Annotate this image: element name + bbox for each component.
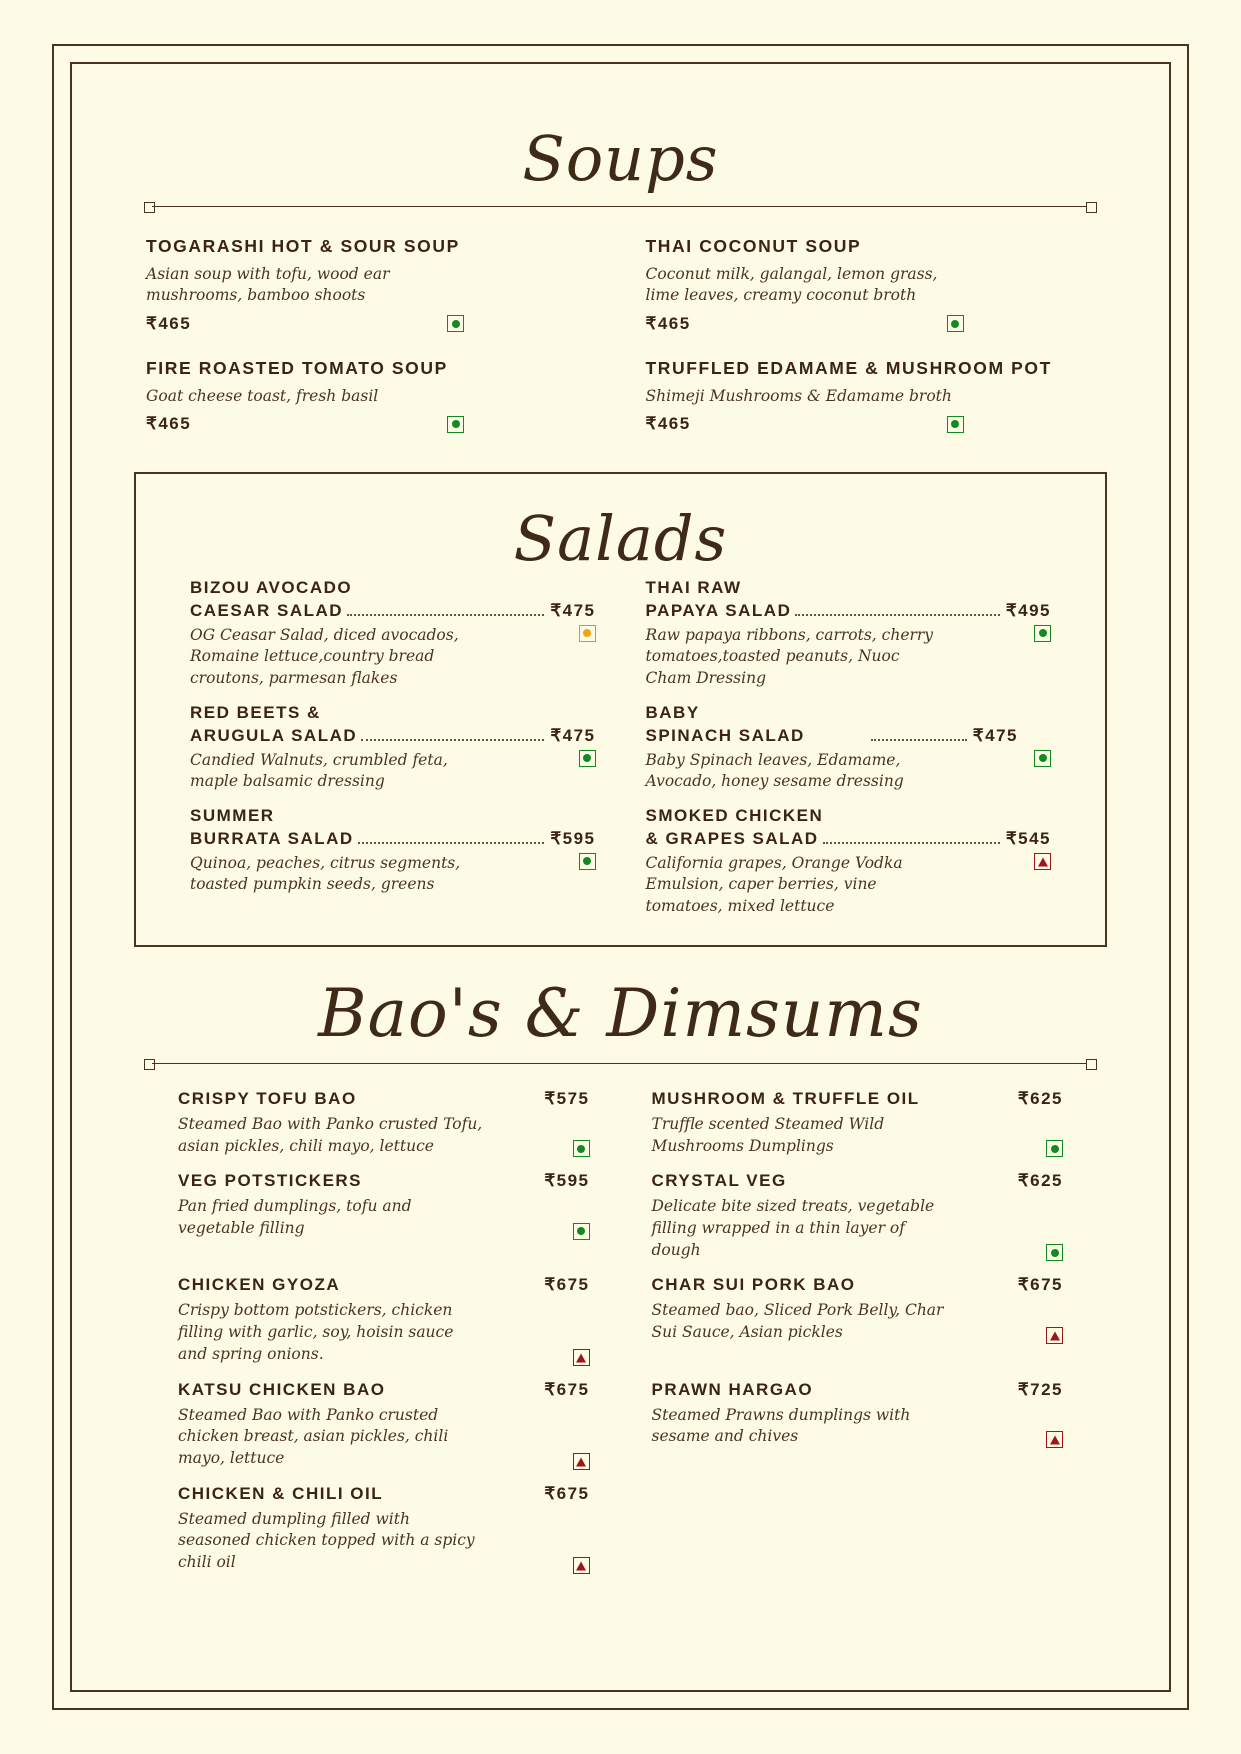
item-name-line2: SPINACH SALAD — [645, 725, 805, 745]
item-price: ₹475 — [550, 600, 596, 620]
item-description: Truffle scented Steamed Wild Mushrooms Dumplings — [651, 1115, 885, 1155]
item-name: KATSU CHICKEN BAO — [178, 1379, 386, 1399]
soups-grid — [146, 236, 1095, 458]
item-description: California grapes, Orange Vodka Emulsion, caper berries, vine tomatoes, mixed lettuce — [645, 853, 903, 915]
menu-item-bao[interactable] — [178, 1484, 590, 1574]
nonveg-marker-icon — [573, 1453, 590, 1470]
item-price-row — [146, 414, 464, 434]
item-name-row — [190, 829, 596, 849]
item-description: Steamed Prawns dumplings with sesame and chives — [651, 1405, 911, 1446]
dotted-leader — [823, 842, 1000, 844]
menu-item-salad[interactable] — [646, 804, 1052, 917]
nonveg-marker-icon — [573, 1349, 590, 1366]
dotted-leader — [358, 842, 545, 844]
dotted-leader — [871, 739, 967, 741]
item-price: ₹595 — [544, 1171, 590, 1191]
item-name-line1: BIZOU AVOCADO — [190, 578, 353, 598]
item-description: Goat cheese toast, fresh basil — [146, 386, 379, 405]
item-name: MUSHROOM & TRUFFLE OIL — [651, 1089, 920, 1109]
item-description: Shimeji Mushrooms & Edamame broth — [645, 386, 952, 405]
section-title-soups: Soups — [522, 122, 719, 195]
item-name: CHAR SUI PORK BAO — [651, 1275, 856, 1295]
item-body — [646, 625, 1052, 689]
section-rule-soups — [144, 200, 1097, 214]
item-body — [646, 750, 1052, 793]
item-description: Steamed bao, Sliced Pork Belly, Char Sui Sauce, Asian pickles — [651, 1301, 944, 1342]
item-price: ₹465 — [645, 313, 691, 333]
rule-line — [152, 1063, 1089, 1064]
item-name: TOGARASHI HOT & SOUR SOUP — [146, 236, 460, 256]
item-price: ₹675 — [544, 1483, 590, 1503]
veg-marker-icon — [1034, 625, 1051, 642]
corner-ornament-bottom-left — [0, 72, 18, 108]
item-price: ₹725 — [1017, 1379, 1063, 1399]
menu-item-soup[interactable] — [646, 358, 1096, 450]
section-rule-baos — [144, 1057, 1097, 1071]
veg-marker-icon — [1034, 750, 1051, 767]
item-name: VEG POTSTICKERS — [178, 1171, 363, 1191]
veg-marker-icon — [1046, 1244, 1063, 1261]
item-price-row — [646, 414, 964, 434]
dotted-leader — [361, 739, 544, 741]
item-name-row — [646, 726, 1052, 746]
salads-section-box — [134, 472, 1107, 947]
veg-marker-icon — [1046, 1140, 1063, 1157]
menu-item-salad[interactable] — [190, 804, 596, 917]
section-title-salads: Salads — [513, 502, 728, 576]
dotted-leader — [795, 614, 999, 616]
item-name-row — [178, 1380, 590, 1400]
dotted-leader — [347, 614, 544, 616]
item-price: ₹575 — [544, 1089, 590, 1109]
baos-grid — [178, 1089, 1063, 1588]
menu-item-salad[interactable] — [646, 576, 1052, 689]
veg-marker-icon — [947, 416, 964, 433]
item-name-line1: BABY — [645, 702, 700, 722]
item-description: Delicate bite sized treats, vegetable filling wrapped in a thin layer of dough — [651, 1197, 935, 1259]
nonveg-marker-icon — [1034, 853, 1051, 870]
item-name-row — [652, 1089, 1064, 1109]
veg-marker-icon — [573, 1140, 590, 1157]
item-description: Crispy bottom potstickers, chicken filling with garlic, soy, hoisin sauce and spring onions. — [178, 1301, 454, 1363]
item-description: Raw papaya ribbons, carrots, cherry tomatoes,toasted peanuts, Nuoc Cham Dressing — [645, 625, 934, 687]
item-body — [652, 1196, 1064, 1261]
item-body — [190, 853, 596, 896]
item-body — [652, 1405, 1064, 1448]
item-description: Coconut milk, galangal, lemon grass, lime leaves, creamy coconut broth — [645, 265, 938, 305]
item-body — [178, 1405, 590, 1470]
corner-ornament-top-left — [0, 0, 18, 36]
menu-item-bao[interactable] — [178, 1275, 590, 1365]
item-description: OG Ceasar Salad, diced avocados, Romaine lettuce,country bread croutons, parmesan flakes — [190, 625, 459, 687]
baos-grid-wrap — [104, 1089, 1137, 1588]
item-description: Quinoa, peaches, citrus segments, toasted pumpkin seeds, greens — [190, 853, 461, 894]
item-name-line2: PAPAYA SALAD — [645, 600, 792, 620]
item-name: CRISPY TOFU BAO — [178, 1089, 357, 1109]
item-body — [178, 1300, 590, 1365]
item-name-row — [178, 1484, 590, 1504]
item-body — [178, 1509, 590, 1574]
item-price: ₹625 — [1017, 1171, 1063, 1191]
menu-content — [104, 90, 1137, 1670]
item-name-row — [646, 829, 1052, 849]
veg-marker-icon — [579, 750, 596, 767]
corner-ornament-top-right — [0, 36, 18, 72]
item-price: ₹475 — [972, 725, 1018, 745]
item-price: ₹595 — [550, 828, 596, 848]
egg-marker-icon — [579, 625, 596, 642]
item-name-row — [190, 601, 596, 621]
item-description: Steamed Bao with Panko crusted Tofu, asian pickles, chili mayo, lettuce — [178, 1115, 483, 1155]
item-name-line2: BURRATA SALAD — [190, 828, 354, 848]
item-description: Baby Spinach leaves, Edamame, Avocado, honey sesame dressing — [645, 750, 904, 790]
veg-marker-icon — [947, 315, 964, 332]
item-body — [178, 1196, 590, 1239]
item-name-line1: SMOKED CHICKEN — [645, 806, 824, 826]
item-price: ₹545 — [1005, 828, 1051, 848]
item-body — [178, 1114, 590, 1157]
nonveg-marker-icon — [573, 1557, 590, 1574]
item-name: TRUFFLED EDAMAME & MUSHROOM POT — [645, 357, 1052, 378]
item-name-row — [652, 1275, 1064, 1295]
item-name-line2: CAESAR SALAD — [190, 600, 344, 620]
item-price: ₹465 — [645, 414, 691, 434]
menu-item-bao[interactable] — [652, 1380, 1064, 1470]
salads-grid-wrap — [136, 576, 1105, 929]
menu-item-bao[interactable] — [178, 1089, 590, 1157]
item-description: Steamed Bao with Panko crusted chicken breast, asian pickles, chili mayo, lettuce — [178, 1405, 449, 1467]
nonveg-marker-icon — [1046, 1431, 1063, 1448]
item-price: ₹465 — [146, 414, 192, 434]
rule-cap-right-icon — [1086, 202, 1097, 213]
menu-item-salad[interactable] — [646, 701, 1052, 792]
menu-item-soup[interactable] — [146, 358, 596, 450]
menu-item-bao[interactable] — [652, 1171, 1064, 1261]
menu-item-bao[interactable] — [178, 1171, 590, 1261]
item-price-row — [146, 314, 464, 334]
item-price: ₹675 — [544, 1275, 590, 1295]
veg-marker-icon — [579, 853, 596, 870]
item-body — [190, 625, 596, 689]
item-name-line1: THAI RAW — [645, 578, 742, 598]
rule-line — [152, 206, 1089, 207]
item-body — [190, 750, 596, 793]
item-description: Steamed dumpling filled with seasoned chicken topped with a spicy chili oil — [178, 1509, 475, 1571]
item-name: THAI COCONUT SOUP — [645, 236, 862, 256]
item-body — [646, 853, 1052, 917]
item-price: ₹675 — [544, 1379, 590, 1399]
item-name: CRYSTAL VEG — [651, 1171, 787, 1191]
veg-marker-icon — [447, 315, 464, 332]
item-description: Asian soup with tofu, wood ear mushrooms, bamboo shoots — [146, 265, 390, 305]
item-price: ₹465 — [146, 313, 192, 333]
item-name-row — [646, 601, 1052, 621]
item-description: Pan fried dumplings, tofu and vegetable filling — [178, 1197, 412, 1238]
menu-item-salad[interactable] — [190, 576, 596, 689]
item-price-row — [646, 314, 964, 334]
menu-item-soup[interactable] — [646, 236, 1096, 350]
menu-item-bao[interactable] — [652, 1275, 1064, 1365]
menu-item-bao[interactable] — [178, 1380, 590, 1470]
item-name-line2: & GRAPES SALAD — [645, 828, 819, 848]
menu-item-soup[interactable] — [146, 236, 596, 350]
rule-cap-left-icon — [144, 1059, 155, 1070]
item-name: CHICKEN GYOZA — [178, 1275, 341, 1295]
salads-grid — [190, 576, 1051, 929]
item-name: FIRE ROASTED TOMATO SOUP — [146, 357, 448, 378]
veg-marker-icon — [573, 1223, 590, 1240]
item-name-row — [652, 1171, 1064, 1191]
item-name-row — [178, 1089, 590, 1109]
item-description: Candied Walnuts, crumbled feta, maple balsamic dressing — [190, 750, 448, 790]
item-name-line1: RED BEETS & — [190, 702, 321, 722]
item-price: ₹495 — [1005, 600, 1051, 620]
item-price: ₹625 — [1017, 1089, 1063, 1109]
item-body — [652, 1114, 1064, 1157]
item-name-row — [190, 726, 596, 746]
item-name-line1: SUMMER — [190, 806, 275, 826]
corner-ornament-bottom-right — [0, 108, 18, 144]
rule-cap-left-icon — [144, 202, 155, 213]
rule-cap-right-icon — [1086, 1059, 1097, 1070]
veg-marker-icon — [447, 416, 464, 433]
item-name-row — [178, 1275, 590, 1295]
menu-item-salad[interactable] — [190, 701, 596, 792]
section-title-baos: Bao's & Dimsums — [318, 975, 923, 1053]
menu-item-bao[interactable] — [652, 1089, 1064, 1157]
item-price: ₹475 — [550, 725, 596, 745]
nonveg-marker-icon — [1046, 1327, 1063, 1344]
item-name: CHICKEN & CHILI OIL — [178, 1483, 384, 1503]
item-body — [652, 1300, 1064, 1343]
item-name-line2: ARUGULA SALAD — [190, 725, 358, 745]
item-name: PRAWN HARGAO — [651, 1379, 814, 1399]
item-name-row — [178, 1171, 590, 1191]
item-price: ₹675 — [1017, 1275, 1063, 1295]
item-name-row — [652, 1380, 1064, 1400]
